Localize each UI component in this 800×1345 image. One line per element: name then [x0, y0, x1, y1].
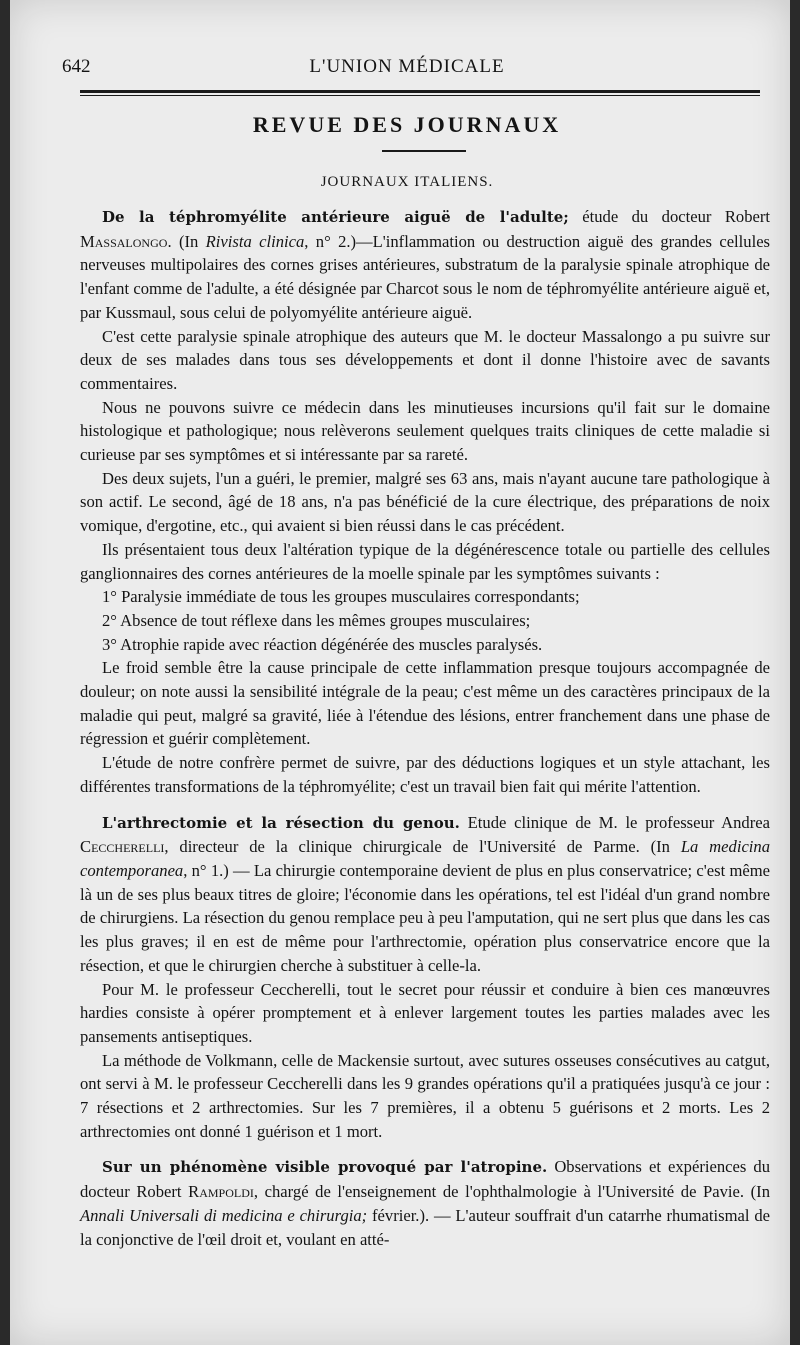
- article-3-intro-text: Observations et expériences du docteur Robert: [80, 1157, 770, 1202]
- header-rule: [80, 90, 760, 93]
- article-1-intro: [80, 205, 770, 325]
- article-1-source-pre: . (In: [167, 231, 206, 251]
- article-2-author: Ceccherelli: [80, 837, 165, 857]
- article-1-author: Massalongo: [80, 231, 168, 251]
- list-item: 1° Paralysie immédiate de tous les groupes musculaires correspondants;: [102, 587, 580, 607]
- header-rule-thin: [80, 95, 760, 96]
- paragraph: Des deux sujets, l'un a guéri, le premier, malgré ses 63 ans, mais n'ayant aucune tare pathologique à son actif. Le second, âgé de 18 ans, n'a pas bénéficié de la cure électrique, des préparations de noix vomique, d'ergotine, etc., qui avaient si bien réussi dans le cas précédent.: [80, 468, 770, 536]
- page-header: [62, 52, 752, 82]
- section-title: REVUE DES JOURNAUX: [252, 112, 562, 137]
- article-2-title: L'arthrectomie et la résection du genou.: [102, 813, 460, 832]
- article-body: [80, 205, 770, 1251]
- subsection-title: JOURNAUX ITALIENS.: [320, 174, 494, 190]
- paragraph: L'étude de notre confrère permet de suivre, par des déductions logiques et un style attachant, les différentes transformations de la téphromyélite; c'est un travail bien fait qui mérite l'attention.: [80, 753, 770, 796]
- paragraph: Le froid semble être la cause principale de cette inflammation presque toujours accompagnée de douleur; on note aussi la sensibilité intégrale de la peau; c'est même un des caractères principaux de la maladie qui peut, malgré sa gravité, liée à l'étendue des lésions, entrer franchement dans une phase de régression et guérir complètement.: [80, 658, 770, 749]
- article-gap: [80, 1143, 770, 1155]
- article-2-intro-text: Etude clinique de M. le professeur Andrea: [459, 812, 770, 832]
- page-number: 642: [62, 56, 91, 77]
- article-1-source: Rivista clinica: [205, 231, 305, 251]
- list-item: 2° Absence de tout réflexe dans les mêmes groupes musculaires;: [102, 610, 531, 630]
- article-1-title: De la téphromyélite antérieure aiguë de l'adulte;: [102, 208, 569, 226]
- article-3-text: février.). — L'auteur souffrait d'un catarrhe rhumatismal de la conjonctive de l'œil droit et, voulant en atté-: [80, 1205, 770, 1249]
- article-2-source-pre: , directeur de la clinique chirurgicale de l'Université de Parme. (In: [164, 837, 681, 857]
- paragraph: Nous ne pouvons suivre ce médecin dans les minutieuses incursions qu'il fait sur le domaine histologique et pathologique; nous relèverons seulement quelques traits cliniques de cette maladie si curieuse par ses symptômes et si intéressante par sa rareté.: [80, 397, 770, 465]
- article-1-intro-text: étude du docteur Robert: [568, 207, 770, 226]
- article-1-text: , n° 2.)—L'inflammation ou destruction aiguë des grandes cellules nerveuses multipolaires des cornes grises antérieures, substratum de la paralysie spinale atrophique de l'enfant comme de l'adulte, a été désignée par Charcot sous le nom de téphromyélite antérieure aiguë et, par Kussmaul, sous celui de polyomyélite antérieure aiguë.: [80, 231, 771, 322]
- paragraph: Pour M. le professeur Ceccherelli, tout le secret pour réussir et conduire à bien ces manœuvres hardies consiste à opérer promptement et à enlever largement toutes les parties malades avec les pansements antiseptiques.: [80, 979, 770, 1046]
- article-2-source: La medicina contemporanea: [80, 837, 771, 880]
- title-rule: [382, 150, 466, 152]
- article-3-intro: [80, 1155, 770, 1251]
- list-item: 3° Atrophie rapide avec réaction dégénérée des muscles paralysés.: [102, 634, 543, 654]
- document-page: [10, 0, 790, 1345]
- paragraph: La méthode de Volkmann, celle de Mackensie surtout, avec sutures osseuses consécutives au catgut, ont servi à M. le professeur Ceccherelli dans les 9 grandes opérations qu'il a pratiquées jusqu'à ce jour : 7 résections et 2 arthrectomies. Sur les 7 premières, il a obtenu 5 guérisons et 2 morts. Les 2 arthrectomies ont donné 1 guérison et 1 mort.: [80, 1050, 770, 1141]
- article-2-intro: [80, 811, 770, 978]
- article-gap: [80, 799, 770, 811]
- paragraph: Ils présentaient tous deux l'altération typique de la dégénérescence totale ou partielle des cellules ganglionnaires des cornes antérieures de la moelle spinale par les symptômes suivants :: [80, 539, 770, 583]
- paragraph: C'est cette paralysie spinale atrophique des auteurs que M. le docteur Massalongo a pu suivre sur deux de ses malades dans tous ses développements et dont il donne l'histoire avec de savants commentaires.: [80, 326, 770, 393]
- article-3-author: Rampoldi: [188, 1182, 254, 1202]
- article-3-source-pre: , chargé de l'enseignement de l'ophthalmologie à l'Université de Pavie. (In: [253, 1182, 771, 1202]
- article-3-source: Annali Universali di medicina e chirurgia;: [80, 1205, 368, 1225]
- article-2-text: , n° 1.) — La chirurgie contemporaine devient de plus en plus conservatrice; c'est même là un de ses plus beaux titres de gloire; l'économie dans les opérations, tel est l'idéal d'un grand nombre de chirurgiens. La résection du genou remplace peu à peu l'amputation, qui ne sert plus que dans les cas les plus graves; il en est de même pour l'arthrectomie, opération plus conservatrice encore que la résection, et que le chirurgien cherche à substituer à celle-la.: [80, 860, 770, 975]
- running-title: L'UNION MÉDICALE: [309, 56, 505, 77]
- article-3-title: Sur un phénomène visible provoqué par l'atropine.: [102, 1158, 548, 1177]
